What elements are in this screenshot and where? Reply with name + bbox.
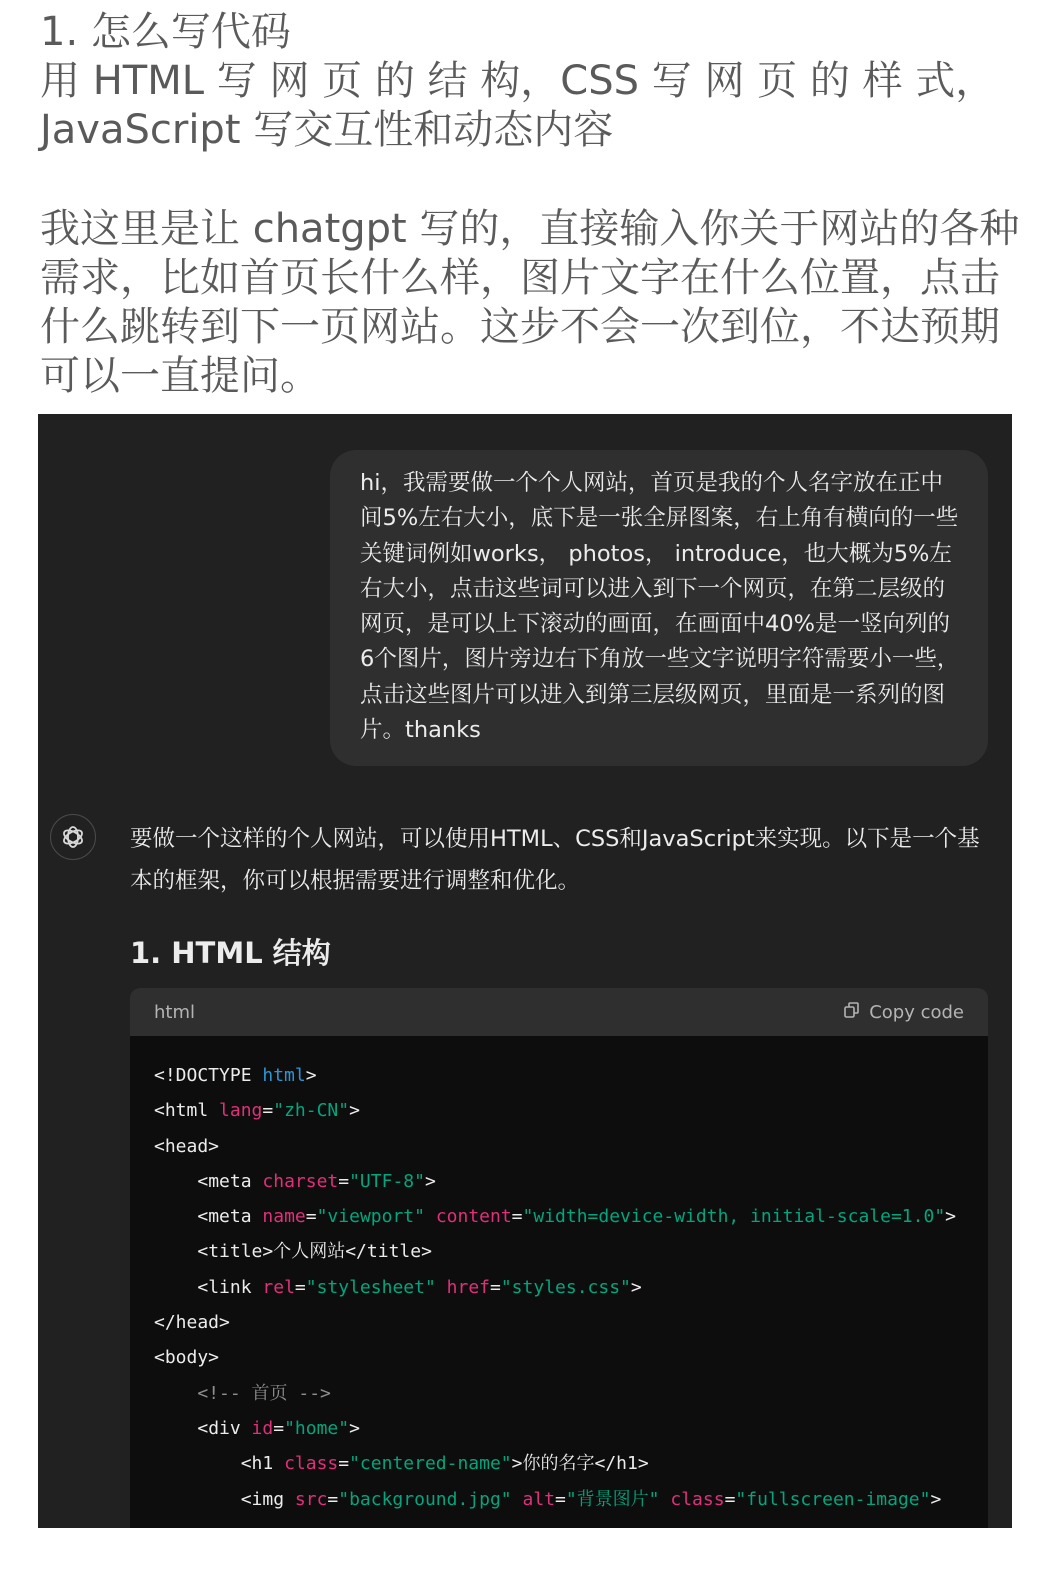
code-token: 你的名字 bbox=[522, 1453, 595, 1475]
code-line bbox=[154, 1164, 964, 1199]
code-line bbox=[154, 1411, 964, 1446]
code-token: = bbox=[262, 1100, 274, 1122]
intro-text bbox=[40, 8, 1020, 401]
code-token: > bbox=[349, 1417, 360, 1439]
code-token: "zh-CN" bbox=[273, 1100, 350, 1122]
code-token: > bbox=[305, 1065, 317, 1086]
intro-line-js: JavaScript 写交互性和动态内容 bbox=[40, 107, 614, 153]
intro-heading: 1. 怎么写代码 bbox=[40, 9, 291, 55]
code-token: = bbox=[294, 1276, 306, 1298]
code-token: lang bbox=[219, 1100, 263, 1122]
code-token: <img bbox=[240, 1488, 295, 1510]
code-token: "UTF-8" bbox=[349, 1170, 425, 1192]
code-token: <head> bbox=[154, 1135, 220, 1157]
code-token bbox=[436, 1277, 447, 1298]
code-token: class bbox=[670, 1488, 725, 1510]
copy-icon bbox=[843, 1001, 861, 1024]
code-token: "centered-name" bbox=[349, 1453, 512, 1475]
code-token: > bbox=[424, 1170, 436, 1192]
code-token: rel bbox=[262, 1276, 295, 1298]
code-token: </h1> bbox=[594, 1453, 649, 1475]
code-token: > bbox=[945, 1206, 956, 1228]
code-token: 个人网站 bbox=[273, 1241, 346, 1263]
code-token: = bbox=[273, 1417, 285, 1439]
code-line bbox=[154, 1129, 964, 1164]
code-token: <body> bbox=[154, 1347, 220, 1369]
chat-screenshot bbox=[38, 414, 1012, 1528]
code-token: <title> bbox=[197, 1241, 274, 1263]
code-token: = bbox=[338, 1453, 350, 1475]
code-token: content bbox=[435, 1206, 512, 1228]
code-token: </head> bbox=[154, 1312, 230, 1334]
code-line bbox=[154, 1234, 964, 1269]
code-token: > bbox=[930, 1488, 942, 1510]
code-token: > bbox=[349, 1100, 360, 1122]
code-line bbox=[154, 1093, 964, 1128]
code-line bbox=[154, 1376, 964, 1411]
code-content bbox=[130, 1036, 988, 1517]
code-token: "fullscreen-image" bbox=[735, 1488, 931, 1510]
code-token: <!DOCTYPE bbox=[154, 1065, 263, 1086]
code-token: <meta bbox=[197, 1170, 263, 1192]
code-line bbox=[154, 1446, 964, 1481]
code-line bbox=[154, 1305, 964, 1340]
assistant-message-text: 要做一个这样的个人网站，可以使用HTML、CSS和JavaScript来实现。以下是一个基本的框架，你可以根据需要进行调整和优化。 bbox=[130, 826, 980, 894]
code-token: html bbox=[262, 1065, 306, 1086]
code-token: id bbox=[251, 1417, 274, 1439]
code-token: "stylesheet" bbox=[305, 1276, 436, 1298]
code-token: > bbox=[511, 1453, 523, 1475]
code-token bbox=[512, 1489, 523, 1510]
copy-code-button[interactable] bbox=[843, 1001, 964, 1024]
code-line bbox=[154, 1058, 964, 1093]
section-heading: 1. HTML 结构 bbox=[130, 936, 331, 970]
code-token: > bbox=[630, 1276, 642, 1298]
user-message-text: hi，我需要做一个个人网站，首页是我的个人名字放在正中间5%左右大小，底下是一张全屏图案，右上角有横向的一些关键词例如works， photos， introduce，也大概为5%左右大小，点击这些词可以进入到下一个网页，在第二层级的网页，是可以上下滚动的画面，在画面中40%是一竖向列的6个图片，图片旁边右下角放一些文字说明字符需要小一些，点击这些图片可以进入到第三层级网页，里面是一系列的图片。thanks bbox=[360, 470, 960, 744]
code-token: <html bbox=[154, 1100, 220, 1122]
code-token: name bbox=[262, 1206, 306, 1228]
code-line bbox=[154, 1199, 964, 1234]
code-token: </title> bbox=[345, 1241, 432, 1263]
code-token: charset bbox=[262, 1170, 339, 1192]
user-message-bubble bbox=[330, 450, 988, 766]
code-token: <link bbox=[197, 1276, 263, 1298]
intro-paragraph: 我这里是让 chatgpt 写的，直接输入你关于网站的各种需求，比如首页长什么样，图片文字在什么位置，点击什么跳转到下一页网站。这步不会一次到位，不达预期可以一直提问。 bbox=[40, 206, 1020, 399]
code-header bbox=[130, 988, 988, 1036]
intro-line-structure: 用 HTML 写 网 页 的 结 构，CSS 写 网 页 的 样 式， bbox=[40, 58, 996, 104]
code-token: = bbox=[724, 1488, 736, 1510]
code-token: = bbox=[305, 1206, 317, 1228]
code-token bbox=[660, 1489, 671, 1510]
code-block bbox=[130, 988, 988, 1528]
code-token: <!-- 首页 --> bbox=[197, 1382, 331, 1404]
code-token: = bbox=[338, 1170, 350, 1192]
code-line bbox=[154, 1340, 964, 1375]
code-token: "viewport" bbox=[316, 1206, 425, 1228]
code-token: = bbox=[490, 1276, 501, 1298]
code-token: "styles.css" bbox=[500, 1276, 631, 1298]
code-token bbox=[425, 1206, 436, 1227]
code-token: "background.jpg" bbox=[338, 1488, 512, 1510]
code-token: alt bbox=[522, 1488, 555, 1510]
code-token: <div bbox=[197, 1417, 252, 1439]
code-language-label: html bbox=[154, 1001, 196, 1023]
code-token: <h1 bbox=[240, 1453, 285, 1475]
code-token: = bbox=[511, 1206, 523, 1228]
code-token: "width=device-width, initial-scale=1.0" bbox=[522, 1206, 946, 1228]
code-token: = bbox=[327, 1488, 339, 1510]
code-line bbox=[154, 1482, 964, 1517]
code-token: class bbox=[284, 1453, 339, 1475]
code-token: "背景图片" bbox=[565, 1488, 660, 1510]
code-token: src bbox=[294, 1488, 328, 1510]
code-line bbox=[154, 1270, 964, 1305]
openai-logo-icon bbox=[50, 814, 96, 860]
code-token: <meta bbox=[197, 1206, 263, 1228]
code-token: href bbox=[446, 1276, 490, 1298]
code-token: "home" bbox=[284, 1417, 350, 1439]
copy-code-label: Copy code bbox=[869, 1001, 964, 1023]
code-token: = bbox=[555, 1488, 566, 1510]
